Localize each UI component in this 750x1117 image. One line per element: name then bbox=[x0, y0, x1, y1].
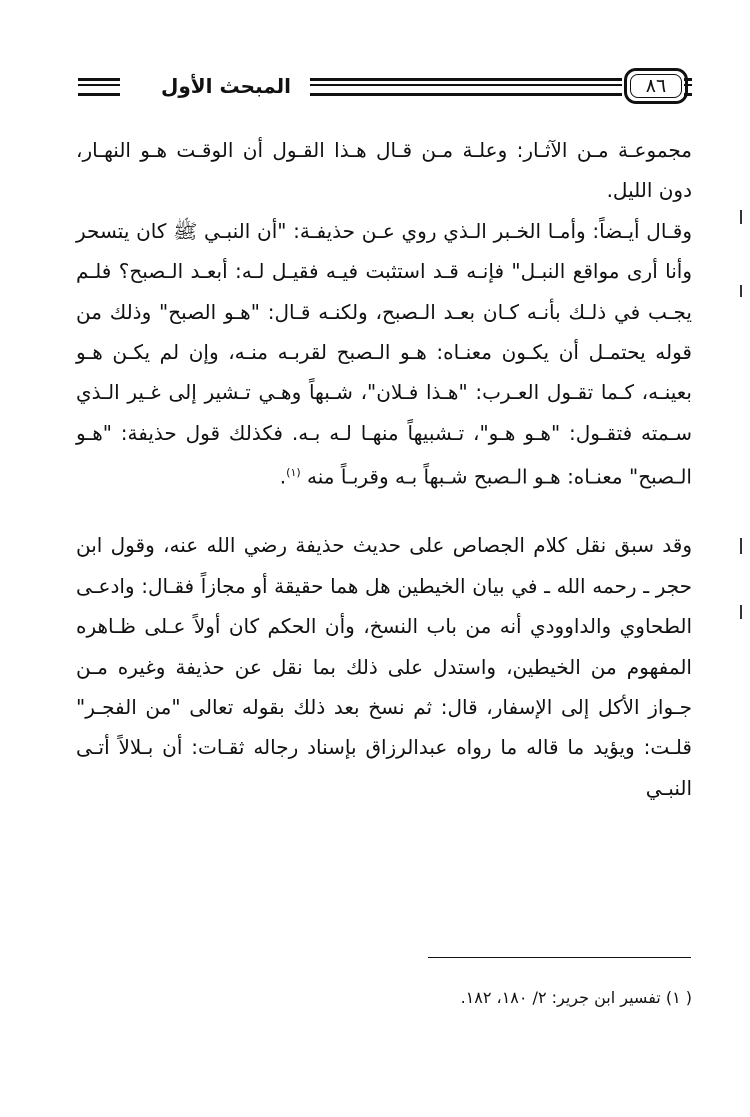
paragraph-2-text: وقـال أيـضاً: وأمـا الخـبر الـذي روي عـن حذيفـة: "أن النبـي ﷺ كان يتسحر وأنا أرى مواقع النبـل" فإنـه قـد استثبت فيـه فقيـل لـه: أبعـد الـصبح؟ فلـم يجـب في ذلـك بأنـه كـان بعـد الـصبح، ولكنـه قـال: "هـو الصبح" وذلك من قوله يحتمـل أن يكـون معنـاه: هـو الـصبح لقربـه منـه، وإن لم يكـن هـو بعينـه، كـما تقـول العـرب: "هـذا فـلان"، شـبهاً وهـي تـشير إلى غـير الـذي سـمته فتقـول: "هـو هـو"، تـشبيهاً منهـا لـه بـه. فكذلك قول حذيفة: "هـو الـصبح" معنـاه: هـو الـصبح شـبهاً بـه وقربـاً منه bbox=[76, 218, 692, 489]
paragraph-gap bbox=[76, 497, 692, 525]
footnote-divider bbox=[428, 957, 691, 958]
paragraph-1: مجموعـة مـن الآثـار: وعلـة مـن قـال هـذا القـول أن الوقـت هـو النهـار، دون الليل. bbox=[76, 138, 692, 203]
section-title: المبحث الأول bbox=[160, 74, 292, 98]
scan-mark bbox=[740, 210, 742, 224]
header-rule-right bbox=[684, 78, 692, 96]
paragraph-3: وقد سبق نقل كلام الجصاص على حديث حذيفة رضي الله عنه، وقول ابن حجر ـ رحمه الله ـ في بيان الخيطين هل هما حقيقة أو مجازاً فقـال: وادعـى الطحاوي والداوودي أنه من باب النسخ، وأن الحكم كان أولاً عـلى ظـاهره المفهوم من الخيطين، واستدل على ذلك بما نقل عن حذيفة وغيره مـن جـواز الأكل إلى الإسفار، قال: ثم نسخ بعد ذلك بقوله تعالى "من الفجـر" قلـت: ويؤيد ما قاله ما رواه عبدالرزاق بإسناد رجاله ثقـات: أن بـلالاً أتـى النبـي bbox=[76, 533, 692, 800]
scan-mark bbox=[740, 538, 742, 554]
paragraph-2 bbox=[76, 211, 692, 498]
scan-mark bbox=[740, 285, 742, 297]
scan-mark bbox=[740, 605, 742, 619]
page-header bbox=[0, 68, 750, 108]
page-number: ٨٦ bbox=[624, 68, 688, 104]
footnote: ( ١) تفسير ابن جرير: ٢/ ١٨٠، ١٨٢. bbox=[460, 988, 692, 1007]
paragraph-2-end: . bbox=[279, 464, 287, 489]
body-text bbox=[76, 130, 692, 808]
header-rule-left bbox=[78, 78, 120, 96]
header-rule-middle bbox=[310, 78, 622, 96]
footnote-reference: (١) bbox=[286, 466, 301, 480]
